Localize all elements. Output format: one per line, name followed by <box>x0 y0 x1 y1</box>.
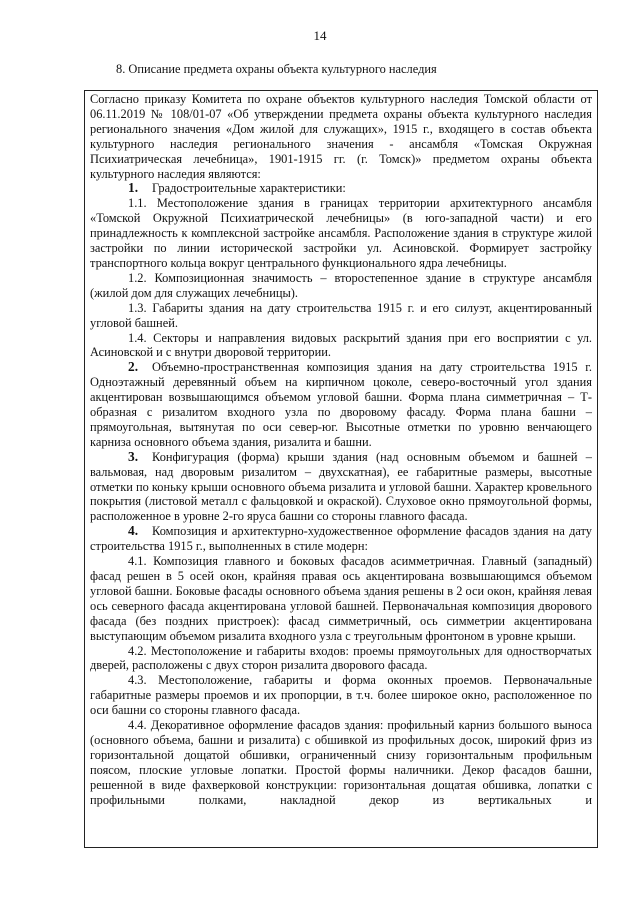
paragraph-1-3: 1.3. Габариты здания на дату строительства 1915 г. и его силуэт, акцентированный угловой башней. <box>90 300 592 330</box>
section-number: 3. <box>128 448 139 464</box>
intro-paragraph: Согласно приказу Комитета по охране объектов культурного наследия Томской области от 06.11.2019 № 108/01-07 «Об утверждении предмета охраны объекта культурного наследия регионального значения «Дом жилой для служащих», 1915 г., входящего в состав объекта культурного наследия регионального значения - ансамбля «Томская Окружная Психиатрическая лечебница», 1901-1915 гг. (г. Томск)» предметом охраны объекта культурного наследия являются: <box>90 92 592 181</box>
page-number: 14 <box>313 28 327 43</box>
section-2-paragraph: 2. Объемно-пространственная композиция здания на дату строительства 1915 г. Одноэтажный деревянный объем на кирпичном цоколе, северо-восточный угол здания акцентирован возвышающимся объемом угловой башни. Форма плана симметричная – Т-образная с ризалитом входного узла по дворовому фасаду. Форма плана башни – прямоугольная, вытянутая по оси север-юг. Высотные отметки по уровню венчающего карниза основного объема здания, ризалита и башни. <box>90 359 592 449</box>
content-frame <box>84 90 598 848</box>
section-4-paragraph: 4. Композиция и архитектурно-художественное оформление фасадов здания на дату строительства 1915 г., выполненных в стиле модерн: <box>90 523 592 554</box>
paragraph-4-4: 4.4. Декоративное оформление фасадов здания: профильный карниз большого выноса (основного объема, башни и ризалита) с обшивкой из профильных досок, широкий фриз из горизонтальной дощатой обшивки, ограниченный снизу горизонтальным профильным поясом, плоские угловые лопатки. Простой формы наличники. Декор фасадов башни, решенной в виде фахверковой конструкции: горизонтальная дощатая обшивка, лопатки с профильными полками, накладной декор из вертикальных и <box>90 718 592 807</box>
section-number: 2. <box>128 359 139 375</box>
paragraph-1-2: 1.2. Композиционная значимость – второстепенное здание в структуре ансамбля (жилой дом для служащих лечебницы). <box>90 270 592 300</box>
paragraph-1-4: 1.4. Секторы и направления видовых раскрытий здания при его восприятии с ул. Асиновской и с внутри дворовой территории. <box>90 330 592 360</box>
paragraph-4-3: 4.3. Местоположение, габариты и форма оконных проемов. Первоначальные габаритные размеры проемов и их пропорции, в т.ч. более широкое окно, расположенное по оси башни со стороны главного фасада. <box>90 673 592 718</box>
paragraph-4-2: 4.2. Местоположение и габариты входов: проемы прямоугольных для одностворчатых дверей, расположены с двух сторон ризалита дворового фасада. <box>90 643 592 673</box>
section-1-heading: 1. Градостроительные характеристики: <box>128 180 346 196</box>
paragraph-1-1: 1.1. Местоположение здания в границах территории архитектурного ансамбля «Томской Окружной Психиатрической лечебницы» (в юго-западной части) и его принадлежность к комплексной застройке ансамбля. Расположение здания в структуре жилой застройки по линии исторической застройки ул. Асиновской. Формирует застройку транспортного кольца вокруг центрального функционального ядра лечебницы. <box>90 196 592 270</box>
section-number: 1. <box>128 180 139 196</box>
section-title: 8. Описание предмета охраны объекта культурного наследия <box>116 62 437 76</box>
paragraph-4-1: 4.1. Композиция главного и боковых фасадов асимметричная. Главный (западный) фасад решен в 5 осей окон, крайняя правая ось акцентирована возвышающимся объемом угловой башни. Боковые фасады основного объема здания решены в 2 оси окон, крайняя левая ось северного фасада акцентирована угловой башней. Первоначальная композиция дворового фасада (без поздних пристроек): фасад симметричный, ось симметрии акцентирована выступающим объемом ризалита входного узла с треугольным фронтоном в уровне крыши. <box>90 554 592 643</box>
section-number: 4. <box>128 523 139 539</box>
section-3-paragraph: 3. Конфигурация (форма) крыши здания (над основным объемом и башней – вальмовая, над дворовым ризалитом – двухскатная), ее габаритные размеры, высотные отметки по коньку крыши основного объема ризалита и угловой башни. Характер кровельного покрытия (листовой металл с фальцовкой и окраской). Слуховое окно прямоугольной формы, расположенное в уровне 2-го яруса башни со стороны главного фасада. <box>90 448 592 524</box>
